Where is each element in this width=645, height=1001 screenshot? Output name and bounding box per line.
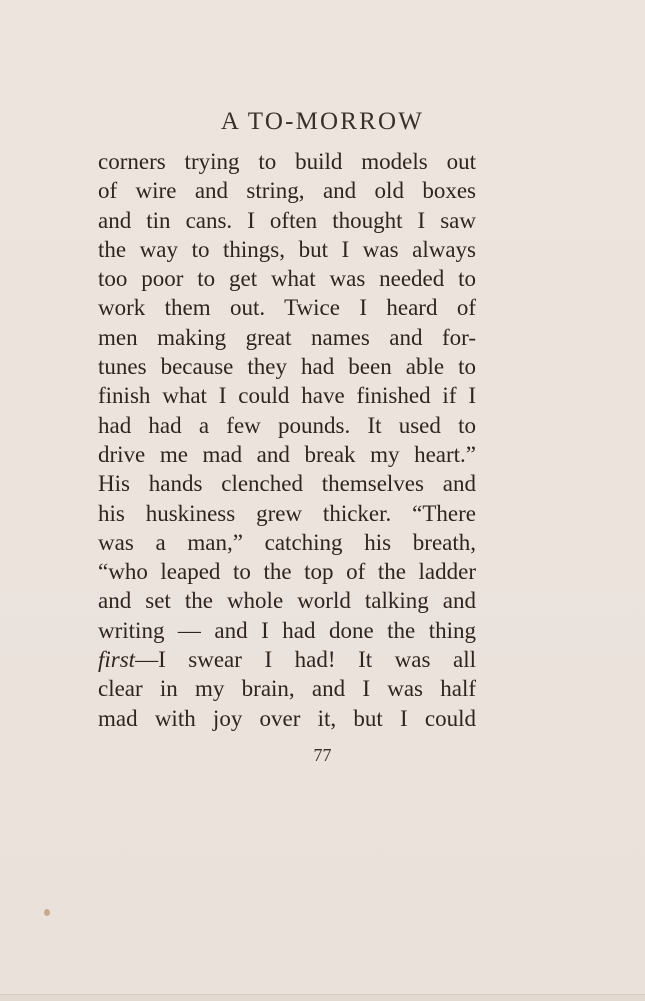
text-line: and set the whole world talking and — [98, 588, 476, 614]
text-line: drive me mad and break my heart.” — [98, 441, 476, 467]
text-line: of wire and string, and old boxes — [98, 178, 476, 204]
text-line: corners trying to build models out — [98, 149, 476, 174]
text-line: his huskiness grew thicker. “There — [98, 500, 476, 526]
text-line: men making great names and for- — [98, 324, 476, 350]
text-line: tunes because they had been able to — [98, 354, 476, 380]
text-line-italic-first — [98, 645, 476, 674]
text-line: “who leaped to the top of the ladder — [98, 559, 476, 585]
text-line: writing — and I had done the thing — [98, 617, 476, 643]
paper-speck — [44, 909, 50, 916]
text-line: and tin cans. I often thought I saw — [98, 207, 476, 233]
text-line: clear in my brain, and I was half — [98, 676, 476, 702]
text-line: His hands clenched themselves and — [98, 471, 476, 497]
text-line: too poor to get what was needed to — [98, 266, 476, 292]
body-text — [98, 147, 476, 733]
text-line: had had a few pounds. It used to — [98, 412, 476, 438]
text-line: was a man,” catching his breath, — [98, 529, 476, 555]
text-line: the way to things, but I was always — [98, 236, 476, 262]
text-line: mad with joy over it, but I could — [98, 705, 476, 731]
text-line: finish what I could have finished if I — [98, 383, 476, 409]
page-number: 77 — [313, 745, 332, 765]
running-head: A TO-MORROW — [220, 108, 425, 135]
text-line-rest: —I swear I had! It was all — [135, 647, 476, 673]
text-line: work them out. Twice I heard of — [98, 295, 476, 321]
italic-word: first — [98, 647, 136, 673]
